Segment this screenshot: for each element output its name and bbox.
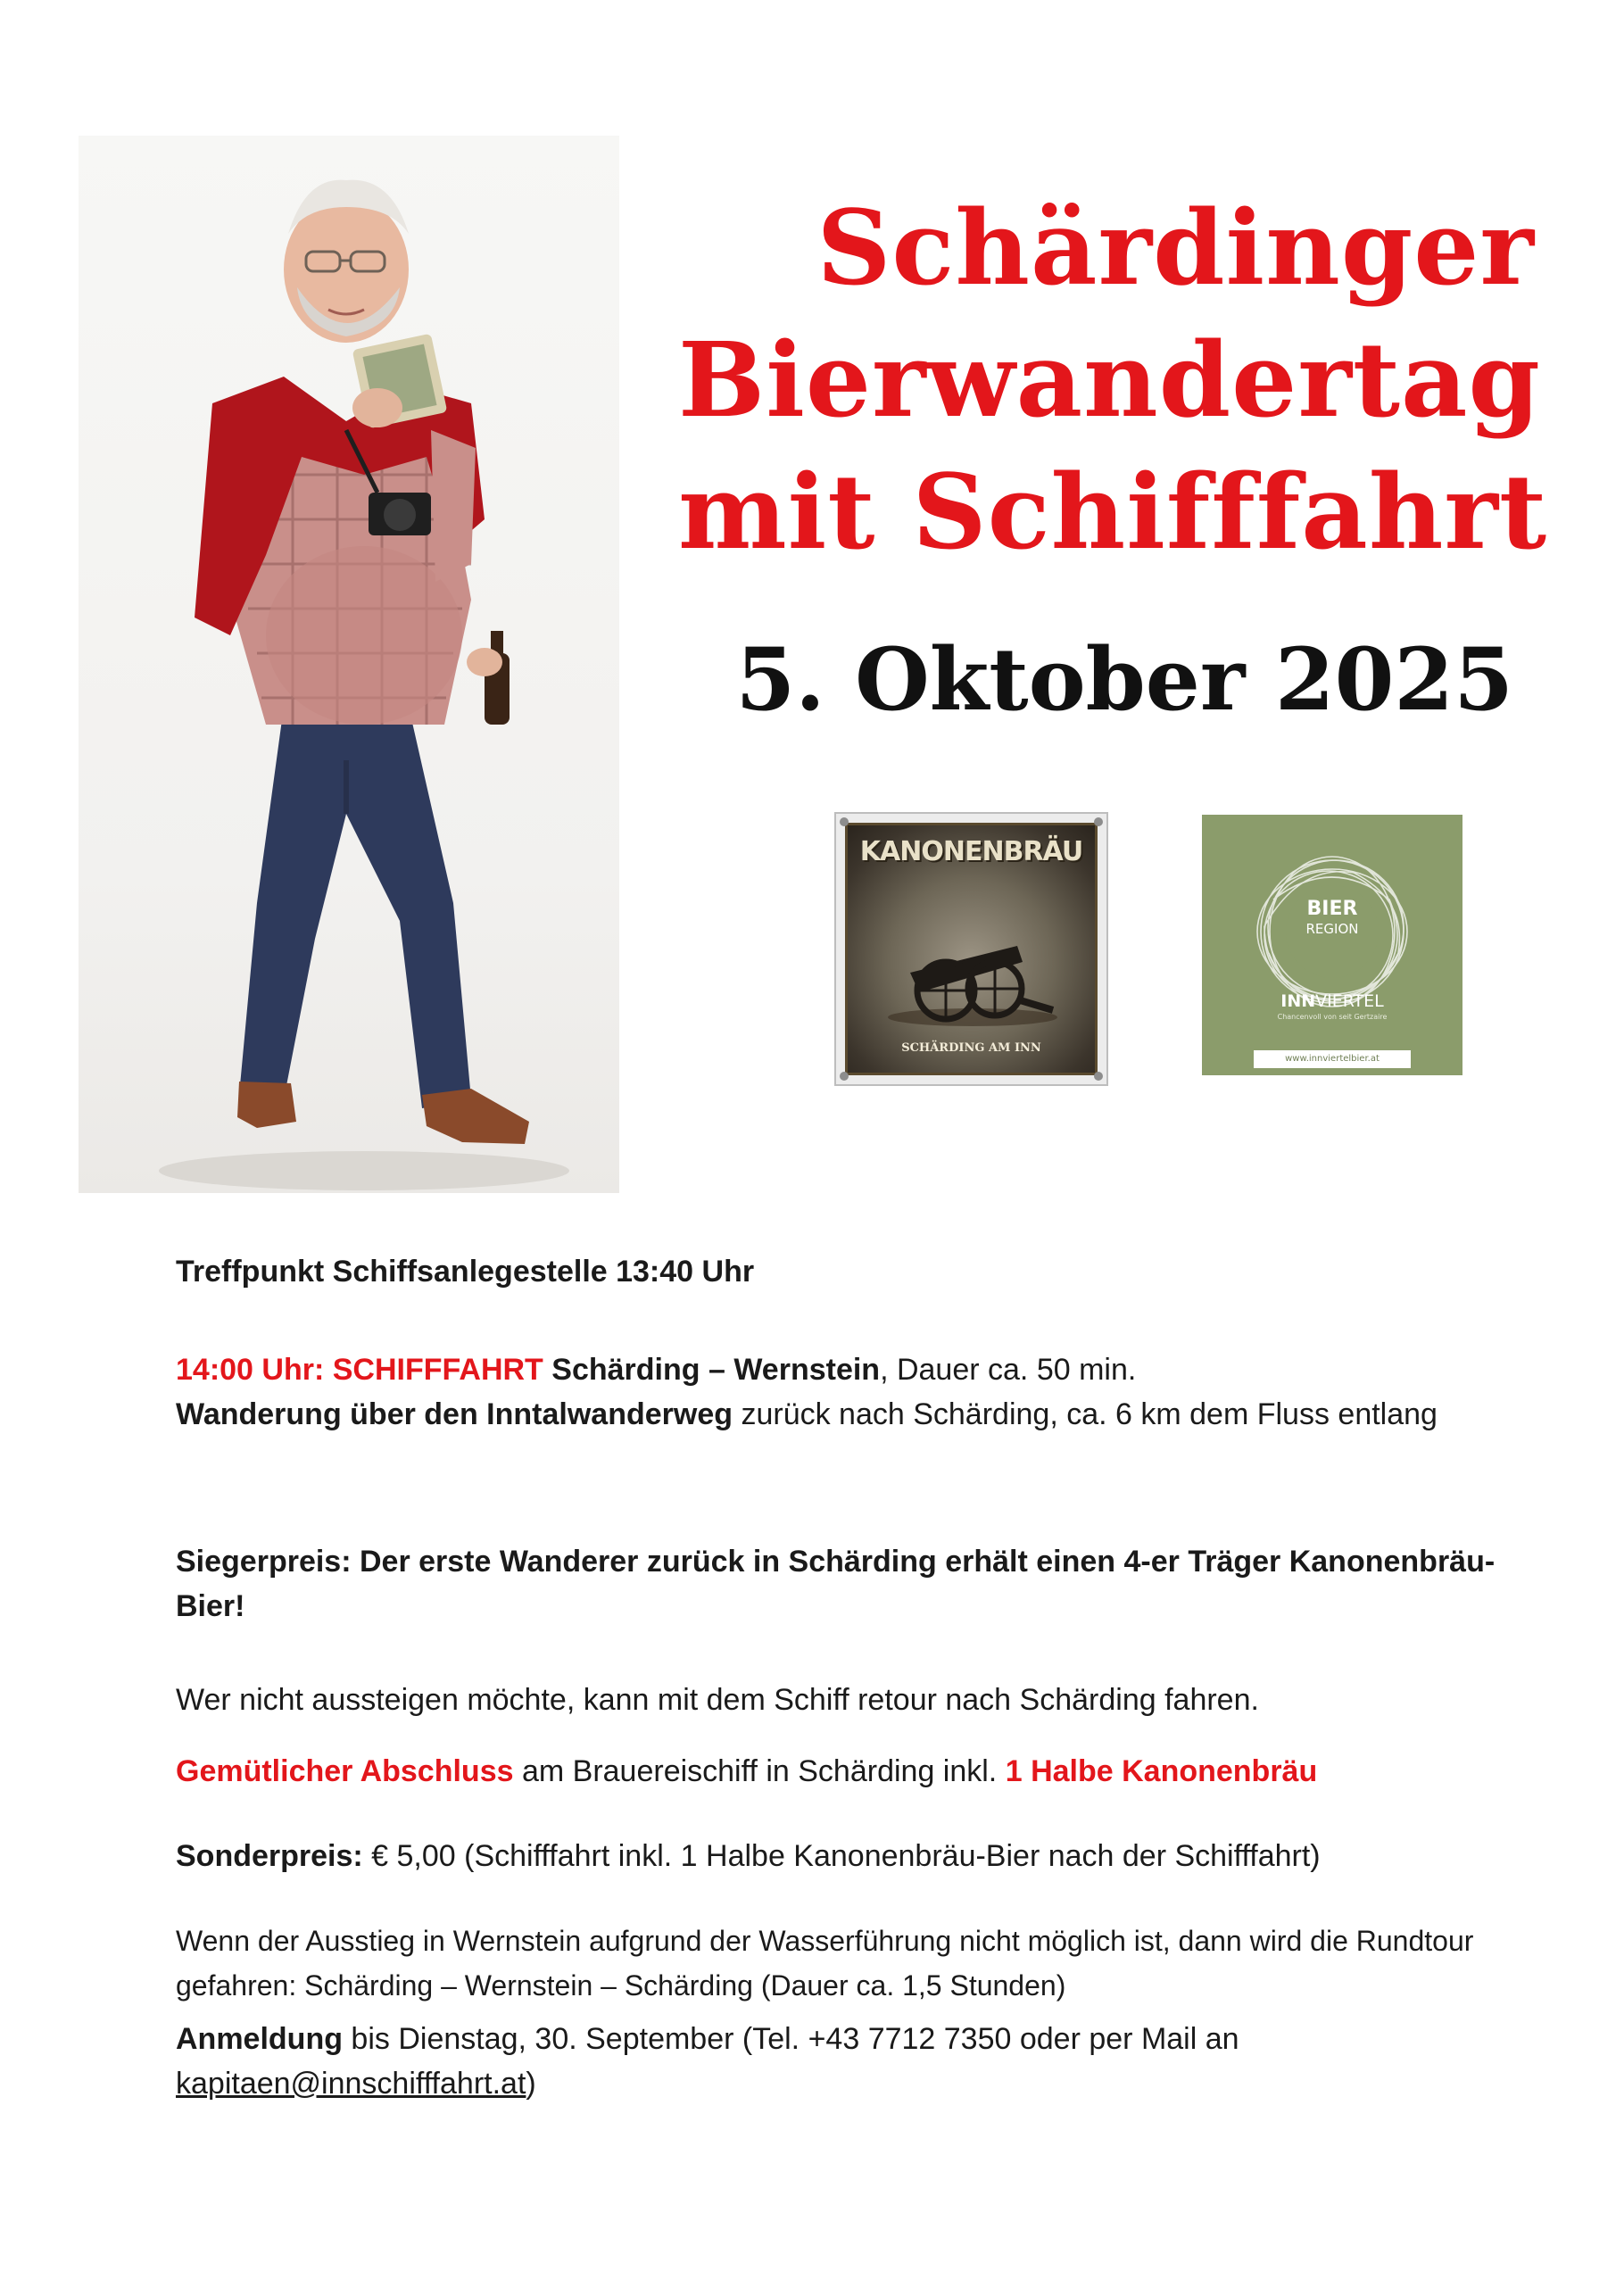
bier-text: BIER	[1306, 898, 1358, 920]
hike-line	[176, 1392, 1514, 1437]
registration-email-link[interactable]: kapitaen@innschifffahrt.at	[176, 2067, 526, 2101]
rivet-icon	[1094, 1072, 1103, 1081]
inn-text: INN	[1280, 991, 1316, 1011]
rivet-icon	[840, 1072, 849, 1081]
meeting-text: Treffpunkt Schiffsanlegestelle 13:40 Uhr	[176, 1255, 755, 1289]
title-line-3: mit Schifffahrt	[678, 452, 1548, 573]
registration-label: Anmeldung	[176, 2022, 343, 2056]
cruise-duration: , Dauer ca. 50 min.	[880, 1353, 1137, 1387]
return-trip-text: Wer nicht aussteigen möchte, kann mit dem Schiff retour nach Schärding fahren.	[176, 1683, 1259, 1717]
innviertel-text	[1202, 991, 1462, 1011]
hike-label: Wanderung über den Inntalwanderweg	[176, 1397, 733, 1431]
water-note-text: Wenn der Ausstieg in Wernstein aufgrund der Wasserführung nicht möglich ist, dann wird die Rundtour gefahren: Schärding – Wernstein – Schärding (Dauer ca. 1,5 Stunden)	[176, 1925, 1474, 2002]
title-line-2: Bierwandertag	[678, 320, 1541, 441]
price-label: Sonderpreis:	[176, 1839, 363, 1873]
bierregion-title	[1202, 899, 1462, 939]
price-line	[176, 1834, 1496, 1878]
prize-section	[176, 1539, 1496, 1629]
cruise-line	[176, 1347, 1496, 1392]
water-note-section	[176, 1919, 1496, 2008]
closing-beer: 1 Halbe Kanonenbräu	[1005, 1754, 1318, 1788]
registration-line	[176, 2017, 1371, 2106]
registration-section	[176, 2017, 1371, 2106]
rivet-icon	[840, 817, 849, 826]
meeting-point	[176, 1249, 1496, 1294]
kanonenbraeu-logo	[834, 812, 1108, 1086]
event-title	[678, 183, 1548, 579]
hiker-photo	[79, 136, 619, 1193]
cruise-and-hike	[176, 1347, 1496, 1437]
closing-middle: am Brauereischiff in Schärding inkl.	[513, 1754, 1006, 1788]
rivet-icon	[1094, 817, 1103, 826]
viertel-text: VIERTEL	[1315, 991, 1384, 1011]
event-date: 5. Oktober 2025	[735, 629, 1513, 730]
hike-text: zurück nach Schärding, ca. 6 km dem Fluss entlang	[733, 1397, 1438, 1431]
kanonenbraeu-place-text: SCHÄRDING AM INN	[901, 1041, 1041, 1055]
bierregion-url: www.innviertelbier.at	[1254, 1050, 1411, 1068]
price-section	[176, 1834, 1496, 1878]
region-text: REGION	[1305, 921, 1359, 937]
closing-line	[176, 1749, 1496, 1794]
bierregion-innviertel-logo	[1202, 815, 1462, 1075]
return-trip-section	[176, 1678, 1496, 1722]
cruise-route: Schärding – Wernstein	[543, 1353, 881, 1387]
registration-close: )	[526, 2067, 536, 2101]
cruise-time: 14:00 Uhr: SCHIFFFAHRT	[176, 1353, 543, 1387]
title-line-1: Schärdinger	[816, 188, 1535, 309]
price-text: € 5,00 (Schifffahrt inkl. 1 Halbe Kanonenbräu-Bier nach der Schifffahrt)	[362, 1839, 1321, 1873]
registration-text: bis Dienstag, 30. September (Tel. +43 7712 7350 oder per Mail an	[342, 2022, 1239, 2056]
cannon-icon	[883, 910, 1062, 1026]
closing-section	[176, 1749, 1496, 1794]
closing-label: Gemütlicher Abschluss	[176, 1754, 514, 1788]
bierregion-tagline: Chancenvoll von seit Gertzaire	[1277, 1013, 1388, 1021]
prize-text: Siegerpreis: Der erste Wanderer zurück in Schärding erhält einen 4-er Träger Kanonenbräu-Bier!	[176, 1545, 1496, 1623]
kanonenbraeu-brand-text: KANONENBRÄU	[859, 836, 1083, 867]
